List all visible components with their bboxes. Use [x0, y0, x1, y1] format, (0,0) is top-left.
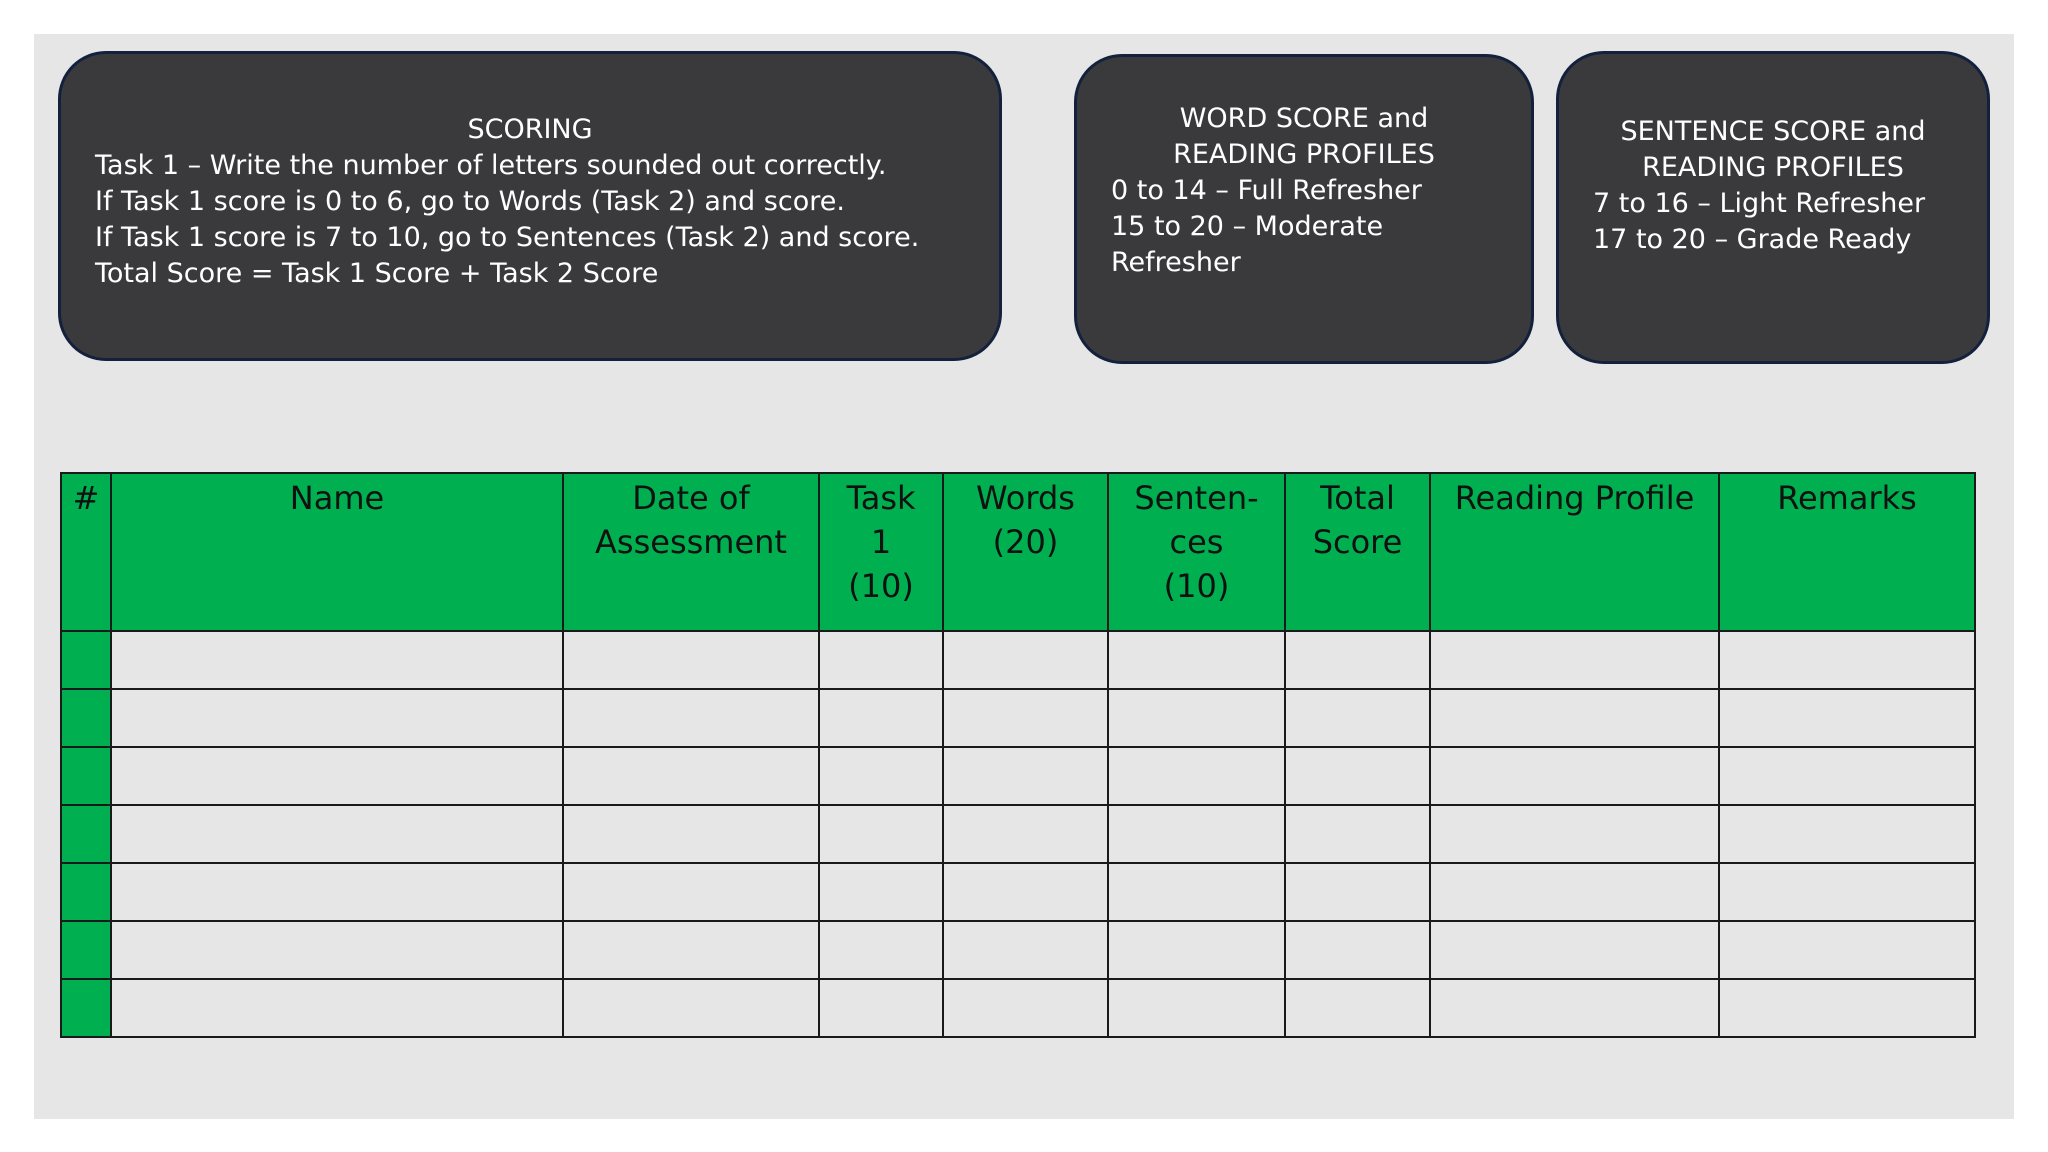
- table-body: [61, 631, 1975, 1037]
- cell-date[interactable]: [563, 979, 819, 1037]
- column-header-text: (20): [992, 523, 1059, 561]
- table-row: [61, 689, 1975, 747]
- cell-name[interactable]: [111, 805, 563, 863]
- cell-name[interactable]: [111, 747, 563, 805]
- word-score-line: Refresher: [1111, 247, 1241, 278]
- column-header-text: Score: [1312, 523, 1403, 561]
- cell-profile[interactable]: [1430, 805, 1719, 863]
- row-number-cell: [61, 689, 111, 747]
- cell-words[interactable]: [943, 631, 1108, 689]
- cell-date[interactable]: [563, 631, 819, 689]
- word-score-line: 0 to 14 – Full Refresher: [1111, 175, 1422, 206]
- cell-remarks[interactable]: [1719, 921, 1975, 979]
- cell-total[interactable]: [1285, 921, 1430, 979]
- cell-remarks[interactable]: [1719, 689, 1975, 747]
- table-row: [61, 805, 1975, 863]
- table-row: [61, 747, 1975, 805]
- column-header-date: [563, 473, 819, 631]
- row-number-cell: [61, 747, 111, 805]
- cell-sentences[interactable]: [1108, 631, 1285, 689]
- cell-date[interactable]: [563, 863, 819, 921]
- cell-total[interactable]: [1285, 631, 1430, 689]
- cell-sentences[interactable]: [1108, 979, 1285, 1037]
- cell-task1[interactable]: [819, 921, 943, 979]
- row-number-cell: [61, 805, 111, 863]
- cell-total[interactable]: [1285, 805, 1430, 863]
- column-header-text: Senten-: [1134, 479, 1259, 517]
- sentence-score-line: 17 to 20 – Grade Ready: [1593, 224, 1912, 255]
- cell-date[interactable]: [563, 921, 819, 979]
- cell-name[interactable]: [111, 689, 563, 747]
- column-header-sentences: [1108, 473, 1285, 631]
- row-number-cell: [61, 921, 111, 979]
- cell-words[interactable]: [943, 689, 1108, 747]
- cell-date[interactable]: [563, 805, 819, 863]
- column-header-text: ces: [1169, 523, 1224, 561]
- cell-remarks[interactable]: [1719, 863, 1975, 921]
- column-header-task1: [819, 473, 943, 631]
- cell-remarks[interactable]: [1719, 805, 1975, 863]
- cell-total[interactable]: [1285, 747, 1430, 805]
- scoring-title: SCORING: [467, 114, 593, 145]
- column-header-text: Name: [289, 479, 385, 517]
- column-header-text: Date of: [632, 479, 750, 517]
- cell-task1[interactable]: [819, 979, 943, 1037]
- cell-profile[interactable]: [1430, 863, 1719, 921]
- column-header-words: [943, 473, 1108, 631]
- table-row: [61, 863, 1975, 921]
- cell-task1[interactable]: [819, 863, 943, 921]
- cell-total[interactable]: [1285, 979, 1430, 1037]
- slide-canvas: [34, 34, 2014, 1119]
- cell-profile[interactable]: [1430, 689, 1719, 747]
- cell-task1[interactable]: [819, 747, 943, 805]
- sentence-score-title-line2: READING PROFILES: [1642, 152, 1904, 183]
- cell-name[interactable]: [111, 921, 563, 979]
- cell-profile[interactable]: [1430, 979, 1719, 1037]
- table-header-row: [61, 473, 1975, 631]
- cell-words[interactable]: [943, 747, 1108, 805]
- cell-sentences[interactable]: [1108, 689, 1285, 747]
- cell-name[interactable]: [111, 631, 563, 689]
- column-header-text: 1: [870, 523, 892, 561]
- column-header-text: Assessment: [595, 523, 787, 561]
- column-header-profile: [1430, 473, 1719, 631]
- table-row: [61, 979, 1975, 1037]
- column-header-text: Total: [1320, 479, 1395, 517]
- column-header-text: (10): [848, 567, 914, 605]
- column-header-text: (10): [1163, 567, 1230, 605]
- cell-sentences[interactable]: [1108, 805, 1285, 863]
- column-header-text: Remarks: [1777, 479, 1917, 517]
- cell-words[interactable]: [943, 921, 1108, 979]
- column-header-number: [61, 473, 111, 631]
- cell-profile[interactable]: [1430, 631, 1719, 689]
- column-header-total: [1285, 473, 1430, 631]
- sentence-score-title-line1: SENTENCE SCORE and: [1620, 116, 1926, 147]
- scoring-line: If Task 1 score is 7 to 10, go to Sentences (Task 2) and score.: [95, 222, 920, 253]
- sentence-score-box: [1556, 51, 1990, 364]
- cell-task1[interactable]: [819, 631, 943, 689]
- cell-date[interactable]: [563, 747, 819, 805]
- word-score-line: 15 to 20 – Moderate: [1111, 211, 1384, 242]
- cell-name[interactable]: [111, 979, 563, 1037]
- table-row: [61, 631, 1975, 689]
- cell-sentences[interactable]: [1108, 747, 1285, 805]
- row-number-cell: [61, 863, 111, 921]
- cell-total[interactable]: [1285, 863, 1430, 921]
- column-header-remarks: [1719, 473, 1975, 631]
- cell-sentences[interactable]: [1108, 863, 1285, 921]
- sentence-score-line: 7 to 16 – Light Refresher: [1593, 188, 1926, 219]
- column-header-name: [111, 473, 563, 631]
- cell-sentences[interactable]: [1108, 921, 1285, 979]
- column-header-text: Reading Profile: [1454, 479, 1695, 517]
- cell-words[interactable]: [943, 805, 1108, 863]
- column-header-text: #: [72, 479, 100, 517]
- word-score-box: [1074, 54, 1534, 364]
- table-row: [61, 921, 1975, 979]
- cell-profile[interactable]: [1430, 747, 1719, 805]
- row-number-cell: [61, 979, 111, 1037]
- cell-name[interactable]: [111, 863, 563, 921]
- cell-remarks[interactable]: [1719, 747, 1975, 805]
- row-number-cell: [61, 631, 111, 689]
- cell-words[interactable]: [943, 863, 1108, 921]
- assessment-table: [60, 472, 1976, 1038]
- scoring-box: [58, 51, 1002, 361]
- cell-remarks[interactable]: [1719, 631, 1975, 689]
- word-score-title-line2: READING PROFILES: [1173, 139, 1435, 170]
- cell-task1[interactable]: [819, 689, 943, 747]
- column-header-text: Task: [846, 479, 916, 517]
- cell-words[interactable]: [943, 979, 1108, 1037]
- cell-task1[interactable]: [819, 805, 943, 863]
- cell-total[interactable]: [1285, 689, 1430, 747]
- scoring-line: Task 1 – Write the number of letters sounded out correctly.: [95, 150, 887, 181]
- column-header-text: Words: [976, 479, 1075, 517]
- cell-date[interactable]: [563, 689, 819, 747]
- word-score-title-line1: WORD SCORE and: [1179, 103, 1429, 134]
- cell-remarks[interactable]: [1719, 979, 1975, 1037]
- scoring-line: If Task 1 score is 0 to 6, go to Words (Task 2) and score.: [95, 186, 845, 217]
- cell-profile[interactable]: [1430, 921, 1719, 979]
- scoring-line: Total Score = Task 1 Score + Task 2 Score: [95, 258, 659, 289]
